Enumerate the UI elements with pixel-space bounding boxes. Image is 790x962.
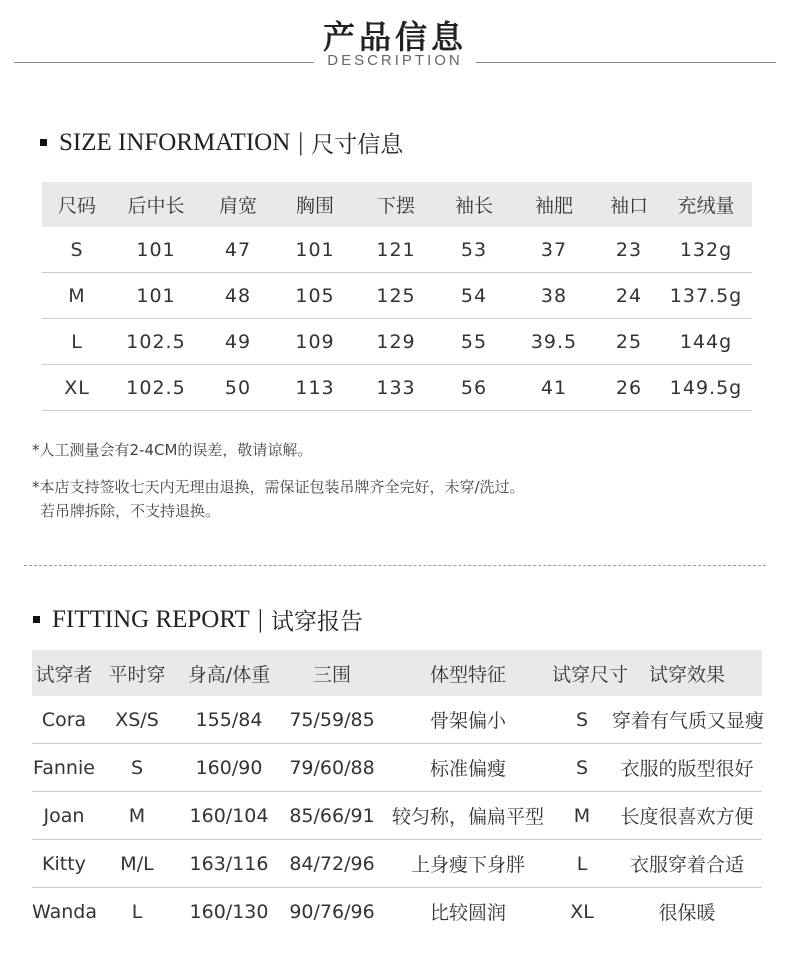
table-row <box>42 273 752 319</box>
size-col-header: 袖口 <box>609 195 648 217</box>
table-cell: 49 <box>200 319 276 365</box>
table-cell: Cora <box>32 696 96 744</box>
table-cell: 129 <box>354 319 438 365</box>
size-col-header: 肩宽 <box>218 195 257 217</box>
size-heading-cn: 尺寸信息 <box>311 132 404 158</box>
table-cell: 41 <box>510 365 598 411</box>
table-cell: 85/66/91 <box>280 792 384 840</box>
table-cell: L <box>42 319 112 365</box>
table-row <box>32 792 762 840</box>
size-table-header <box>42 182 752 227</box>
table-cell: 133 <box>354 365 438 411</box>
table-cell: 101 <box>276 227 354 273</box>
table-cell: 101 <box>112 273 200 319</box>
bullet-square-icon <box>33 616 40 623</box>
table-cell: Wanda <box>32 900 97 923</box>
table-cell: 标准偏瘦 <box>384 744 552 792</box>
table-cell: 很保暖 <box>658 902 716 924</box>
return-policy-note: *本店支持签收七天内无理由退换，需保证包装吊牌齐全完好，未穿/洗过。 <box>32 478 525 496</box>
table-row <box>32 840 762 888</box>
table-cell: 160/104 <box>178 792 280 840</box>
table-cell: 121 <box>354 227 438 273</box>
table-cell: M <box>42 273 112 319</box>
fitting-table <box>32 650 765 935</box>
table-cell: XL <box>42 365 112 411</box>
heading-divider: | <box>257 605 263 633</box>
size-heading-en: SIZE INFORMATION <box>59 128 291 156</box>
table-cell: 160/130 <box>189 900 269 923</box>
table-cell: 53 <box>438 227 510 273</box>
table-cell: 137.5g <box>660 273 752 319</box>
table-cell: 长度很喜欢方便 <box>612 792 762 840</box>
size-col-header: 下摆 <box>376 195 415 217</box>
table-row <box>32 696 762 744</box>
table-cell: 84/72/96 <box>280 840 384 888</box>
table-cell: 163/116 <box>178 840 280 888</box>
size-col-header: 后中长 <box>127 195 185 217</box>
table-cell: Fannie <box>32 744 96 792</box>
table-cell: 144g <box>660 319 752 365</box>
table-cell: 23 <box>598 227 660 273</box>
table-row <box>32 888 762 936</box>
table-cell: 125 <box>354 273 438 319</box>
size-table <box>42 182 752 411</box>
table-cell: 54 <box>438 273 510 319</box>
table-row <box>32 744 762 792</box>
table-cell: Joan <box>32 792 96 840</box>
table-cell: S <box>96 744 178 792</box>
size-section-heading <box>40 126 403 159</box>
section-divider <box>24 565 766 566</box>
table-cell: 26 <box>598 365 660 411</box>
table-cell: 109 <box>276 319 354 365</box>
measurement-note: *人工测量会有2-4CM的误差，敬请谅解。 <box>32 441 313 459</box>
size-col-header: 充绒量 <box>677 195 735 217</box>
fitting-section-heading <box>33 603 363 636</box>
table-cell: 149.5g <box>660 365 752 411</box>
table-cell: 38 <box>510 273 598 319</box>
table-cell: 132g <box>660 227 752 273</box>
table-cell: 穿着有气质又显瘦 <box>612 696 762 744</box>
table-cell: 160/90 <box>178 744 280 792</box>
table-cell: S <box>552 744 612 792</box>
table-cell: 衣服的版型很好 <box>612 744 762 792</box>
page-subtitle: DESCRIPTION <box>327 52 463 69</box>
table-cell: 39.5 <box>510 319 598 365</box>
bullet-square-icon <box>40 139 47 146</box>
table-cell: 37 <box>510 227 598 273</box>
fitting-col-header: 平时穿 <box>108 663 166 686</box>
table-cell: XS/S <box>96 696 178 744</box>
tag-removal-note: 若吊牌拆除，不支持退换。 <box>40 502 221 520</box>
table-cell: 90/76/96 <box>289 900 375 923</box>
table-cell: 骨架偏小 <box>384 696 552 744</box>
heading-divider: | <box>298 128 304 156</box>
table-cell: 79/60/88 <box>280 744 384 792</box>
fitting-col-header: 体型特征 <box>429 663 506 686</box>
table-cell: S <box>552 696 612 744</box>
table-cell: 47 <box>200 227 276 273</box>
table-row <box>42 227 752 273</box>
table-cell: 75/59/85 <box>280 696 384 744</box>
fitting-col-header: 试穿者 <box>35 663 93 686</box>
table-cell: 101 <box>112 227 200 273</box>
table-cell: 24 <box>598 273 660 319</box>
table-cell: 55 <box>438 319 510 365</box>
table-cell: L <box>131 900 143 923</box>
table-cell: XL <box>570 900 594 923</box>
table-cell: S <box>42 227 112 273</box>
table-cell: 105 <box>276 273 354 319</box>
table-cell: 48 <box>200 273 276 319</box>
table-row <box>42 319 752 365</box>
table-cell: M/L <box>96 840 178 888</box>
table-cell: 113 <box>276 365 354 411</box>
fitting-heading-cn: 试穿报告 <box>270 609 363 635</box>
fitting-table-header <box>32 650 762 696</box>
page-title: 产品信息 <box>322 18 467 56</box>
size-col-header: 尺码 <box>57 195 96 217</box>
table-cell: 25 <box>598 319 660 365</box>
table-cell: 50 <box>200 365 276 411</box>
size-col-header: 袖肥 <box>534 195 573 217</box>
table-cell: 较匀称，偏扁平型 <box>384 792 552 840</box>
table-cell: 102.5 <box>112 319 200 365</box>
fitting-col-header: 三围 <box>312 663 351 686</box>
table-cell: M <box>96 792 178 840</box>
size-col-header: 胸围 <box>295 195 334 217</box>
table-cell: 衣服穿着合适 <box>612 840 762 888</box>
table-cell: L <box>552 840 612 888</box>
table-cell: 上身瘦下身胖 <box>384 840 552 888</box>
table-cell: 102.5 <box>112 365 200 411</box>
table-cell: M <box>552 792 612 840</box>
table-cell: 56 <box>438 365 510 411</box>
fitting-col-header: 试穿效果 <box>648 663 725 686</box>
table-cell: 比较圆润 <box>429 902 506 924</box>
fitting-col-header: 身高/体重 <box>187 663 271 686</box>
fitting-col-header: 试穿尺寸 <box>552 663 629 686</box>
fitting-heading-en: FITTING REPORT <box>52 605 250 633</box>
size-col-header: 袖长 <box>454 195 493 217</box>
table-cell: 155/84 <box>178 696 280 744</box>
table-row <box>42 365 752 411</box>
table-cell: Kitty <box>32 840 96 888</box>
